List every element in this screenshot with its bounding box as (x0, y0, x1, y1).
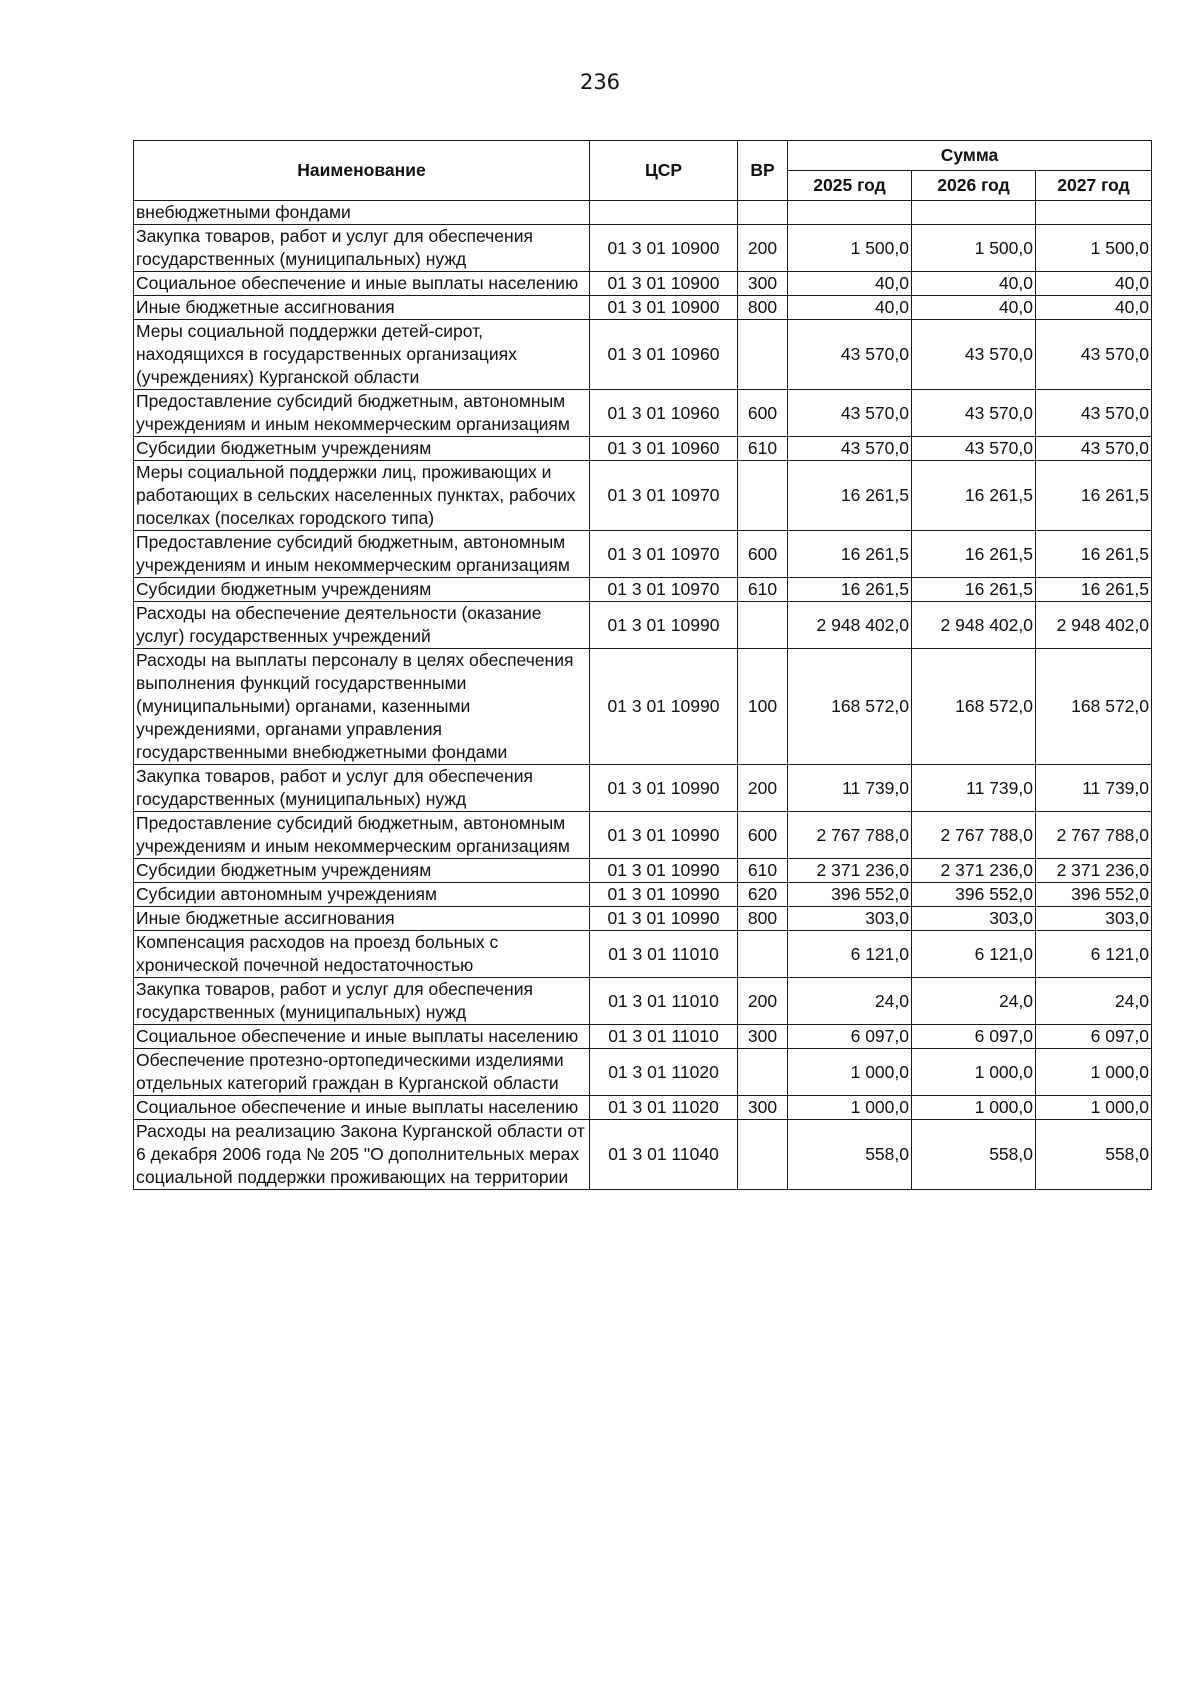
header-name: Наименование (134, 141, 590, 201)
cell-2027: 1 500,0 (1036, 225, 1152, 272)
cell-2025: 43 570,0 (788, 320, 912, 390)
cell-2027: 2 948 402,0 (1036, 602, 1152, 649)
cell-2026: 1 000,0 (912, 1049, 1036, 1096)
cell-csr: 01 3 01 10900 (590, 272, 738, 296)
table-row (134, 765, 1152, 812)
cell-name: Субсидии бюджетным учреждениям (134, 578, 590, 602)
cell-2026: 40,0 (912, 296, 1036, 320)
table-header (134, 141, 1152, 201)
cell-csr: 01 3 01 11020 (590, 1049, 738, 1096)
cell-2027: 558,0 (1036, 1120, 1152, 1190)
cell-name: Предоставление субсидий бюджетным, автономным учреждениям и иным некоммерческим организациям (134, 531, 590, 578)
cell-name: Иные бюджетные ассигнования (134, 907, 590, 931)
cell-name: Предоставление субсидий бюджетным, автономным учреждениям и иным некоммерческим организациям (134, 812, 590, 859)
cell-2026: 16 261,5 (912, 531, 1036, 578)
cell-2027: 1 000,0 (1036, 1049, 1152, 1096)
cell-vr (738, 201, 788, 225)
cell-name: Меры социальной поддержки детей-сирот, находящихся в государственных организациях (учреждениях) Курганской области (134, 320, 590, 390)
cell-csr: 01 3 01 11010 (590, 931, 738, 978)
cell-2026: 2 371 236,0 (912, 859, 1036, 883)
cell-2026: 2 767 788,0 (912, 812, 1036, 859)
cell-vr: 200 (738, 225, 788, 272)
cell-2025: 40,0 (788, 272, 912, 296)
table-row (134, 1120, 1152, 1190)
cell-vr (738, 602, 788, 649)
cell-name: Социальное обеспечение и иные выплаты населению (134, 1096, 590, 1120)
cell-2025: 303,0 (788, 907, 912, 931)
cell-name: Социальное обеспечение и иные выплаты населению (134, 1025, 590, 1049)
cell-2025: 16 261,5 (788, 578, 912, 602)
cell-csr: 01 3 01 10900 (590, 225, 738, 272)
cell-csr: 01 3 01 11010 (590, 978, 738, 1025)
cell-csr: 01 3 01 10990 (590, 765, 738, 812)
cell-2025: 2 371 236,0 (788, 859, 912, 883)
cell-name: Субсидии бюджетным учреждениям (134, 859, 590, 883)
cell-vr: 300 (738, 1025, 788, 1049)
cell-2025: 43 570,0 (788, 437, 912, 461)
table-row (134, 602, 1152, 649)
cell-2026: 1 000,0 (912, 1096, 1036, 1120)
table-row (134, 390, 1152, 437)
cell-vr: 610 (738, 578, 788, 602)
cell-2027: 1 000,0 (1036, 1096, 1152, 1120)
header-2026: 2026 год (912, 171, 1036, 201)
cell-vr: 600 (738, 390, 788, 437)
cell-csr: 01 3 01 10990 (590, 907, 738, 931)
cell-vr: 200 (738, 765, 788, 812)
cell-2027: 2 371 236,0 (1036, 859, 1152, 883)
cell-name: Обеспечение протезно-ортопедическими изделиями отдельных категорий граждан в Курганской области (134, 1049, 590, 1096)
cell-name: Закупка товаров, работ и услуг для обеспечения государственных (муниципальных) нужд (134, 978, 590, 1025)
table-row (134, 272, 1152, 296)
cell-2027: 6 097,0 (1036, 1025, 1152, 1049)
cell-2025: 43 570,0 (788, 390, 912, 437)
cell-2027: 2 767 788,0 (1036, 812, 1152, 859)
cell-name: Закупка товаров, работ и услуг для обеспечения государственных (муниципальных) нужд (134, 765, 590, 812)
table-body (134, 201, 1152, 1190)
cell-vr: 300 (738, 272, 788, 296)
cell-2026 (912, 201, 1036, 225)
table-row (134, 1096, 1152, 1120)
cell-2025 (788, 201, 912, 225)
cell-csr: 01 3 01 10970 (590, 531, 738, 578)
cell-vr (738, 1120, 788, 1190)
table-row (134, 812, 1152, 859)
cell-2027 (1036, 201, 1152, 225)
table-row (134, 437, 1152, 461)
cell-name: Субсидии автономным учреждениям (134, 883, 590, 907)
cell-name: Меры социальной поддержки лиц, проживающих и работающих в сельских населенных пунктах, рабочих поселках (поселках городского типа) (134, 461, 590, 531)
cell-2025: 40,0 (788, 296, 912, 320)
cell-name: Компенсация расходов на проезд больных с хронической почечной недостаточностью (134, 931, 590, 978)
cell-2026: 1 500,0 (912, 225, 1036, 272)
cell-2027: 11 739,0 (1036, 765, 1152, 812)
cell-vr: 300 (738, 1096, 788, 1120)
cell-2026: 43 570,0 (912, 437, 1036, 461)
cell-name: Социальное обеспечение и иные выплаты населению (134, 272, 590, 296)
cell-vr: 600 (738, 531, 788, 578)
table-row (134, 201, 1152, 225)
cell-2025: 1 500,0 (788, 225, 912, 272)
cell-vr: 800 (738, 296, 788, 320)
cell-csr: 01 3 01 10990 (590, 649, 738, 765)
cell-vr: 600 (738, 812, 788, 859)
cell-2027: 396 552,0 (1036, 883, 1152, 907)
cell-2026: 396 552,0 (912, 883, 1036, 907)
cell-vr (738, 461, 788, 531)
cell-vr: 200 (738, 978, 788, 1025)
table-row (134, 1049, 1152, 1096)
table-row (134, 978, 1152, 1025)
cell-2026: 40,0 (912, 272, 1036, 296)
cell-2025: 558,0 (788, 1120, 912, 1190)
cell-2025: 1 000,0 (788, 1096, 912, 1120)
cell-name: Расходы на обеспечение деятельности (оказание услуг) государственных учреждений (134, 602, 590, 649)
cell-2027: 303,0 (1036, 907, 1152, 931)
cell-name: Расходы на реализацию Закона Курганской области от 6 декабря 2006 года № 205 "О дополнительных мерах социальной поддержки проживающих на территории (134, 1120, 590, 1190)
cell-2025: 396 552,0 (788, 883, 912, 907)
cell-2027: 24,0 (1036, 978, 1152, 1025)
cell-2025: 6 121,0 (788, 931, 912, 978)
cell-2025: 2 948 402,0 (788, 602, 912, 649)
table-row (134, 931, 1152, 978)
cell-2027: 16 261,5 (1036, 578, 1152, 602)
cell-csr: 01 3 01 10970 (590, 578, 738, 602)
cell-csr: 01 3 01 10990 (590, 602, 738, 649)
cell-2025: 24,0 (788, 978, 912, 1025)
cell-2027: 43 570,0 (1036, 437, 1152, 461)
cell-name: внебюджетными фондами (134, 201, 590, 225)
budget-table (133, 140, 1152, 1190)
cell-2026: 11 739,0 (912, 765, 1036, 812)
cell-2026: 43 570,0 (912, 320, 1036, 390)
cell-2027: 16 261,5 (1036, 461, 1152, 531)
cell-vr: 620 (738, 883, 788, 907)
cell-vr: 610 (738, 859, 788, 883)
cell-csr: 01 3 01 10960 (590, 320, 738, 390)
table-row (134, 907, 1152, 931)
cell-2026: 24,0 (912, 978, 1036, 1025)
cell-2025: 6 097,0 (788, 1025, 912, 1049)
cell-2026: 6 121,0 (912, 931, 1036, 978)
cell-vr (738, 320, 788, 390)
table-row (134, 649, 1152, 765)
cell-2025: 16 261,5 (788, 461, 912, 531)
cell-name: Закупка товаров, работ и услуг для обеспечения государственных (муниципальных) нужд (134, 225, 590, 272)
cell-2026: 168 572,0 (912, 649, 1036, 765)
cell-2025: 11 739,0 (788, 765, 912, 812)
cell-vr (738, 1049, 788, 1096)
table-row (134, 859, 1152, 883)
cell-2025: 168 572,0 (788, 649, 912, 765)
table-row (134, 531, 1152, 578)
table-row (134, 225, 1152, 272)
cell-vr: 800 (738, 907, 788, 931)
cell-csr (590, 201, 738, 225)
cell-vr: 100 (738, 649, 788, 765)
cell-csr: 01 3 01 10990 (590, 883, 738, 907)
cell-2025: 16 261,5 (788, 531, 912, 578)
table-row (134, 883, 1152, 907)
cell-csr: 01 3 01 10970 (590, 461, 738, 531)
cell-name: Предоставление субсидий бюджетным, автономным учреждениям и иным некоммерческим организациям (134, 390, 590, 437)
header-vr: ВР (738, 141, 788, 201)
table-row (134, 578, 1152, 602)
header-csr: ЦСР (590, 141, 738, 201)
cell-name: Субсидии бюджетным учреждениям (134, 437, 590, 461)
cell-2027: 43 570,0 (1036, 390, 1152, 437)
cell-2027: 16 261,5 (1036, 531, 1152, 578)
cell-2027: 40,0 (1036, 272, 1152, 296)
cell-2027: 168 572,0 (1036, 649, 1152, 765)
table-row (134, 296, 1152, 320)
cell-name: Иные бюджетные ассигнования (134, 296, 590, 320)
table-row (134, 461, 1152, 531)
table-row (134, 1025, 1152, 1049)
cell-2025: 1 000,0 (788, 1049, 912, 1096)
cell-csr: 01 3 01 10900 (590, 296, 738, 320)
cell-2026: 303,0 (912, 907, 1036, 931)
cell-csr: 01 3 01 10990 (590, 859, 738, 883)
cell-2026: 16 261,5 (912, 578, 1036, 602)
cell-vr (738, 931, 788, 978)
cell-csr: 01 3 01 11010 (590, 1025, 738, 1049)
cell-csr: 01 3 01 10990 (590, 812, 738, 859)
cell-2026: 6 097,0 (912, 1025, 1036, 1049)
table-row (134, 320, 1152, 390)
header-sum: Сумма (788, 141, 1152, 171)
cell-vr: 610 (738, 437, 788, 461)
cell-csr: 01 3 01 10960 (590, 390, 738, 437)
cell-csr: 01 3 01 11040 (590, 1120, 738, 1190)
cell-2027: 43 570,0 (1036, 320, 1152, 390)
cell-2026: 43 570,0 (912, 390, 1036, 437)
cell-csr: 01 3 01 10960 (590, 437, 738, 461)
cell-2027: 6 121,0 (1036, 931, 1152, 978)
header-2025: 2025 год (788, 171, 912, 201)
cell-csr: 01 3 01 11020 (590, 1096, 738, 1120)
cell-2025: 2 767 788,0 (788, 812, 912, 859)
cell-2027: 40,0 (1036, 296, 1152, 320)
header-2027: 2027 год (1036, 171, 1152, 201)
cell-name: Расходы на выплаты персоналу в целях обеспечения выполнения функций государственными (муниципальными) органами, казенными учреждениями, органами управления государственными внебюджетными фондами (134, 649, 590, 765)
cell-2026: 558,0 (912, 1120, 1036, 1190)
page-number: 236 (579, 70, 621, 94)
cell-2026: 16 261,5 (912, 461, 1036, 531)
cell-2026: 2 948 402,0 (912, 602, 1036, 649)
